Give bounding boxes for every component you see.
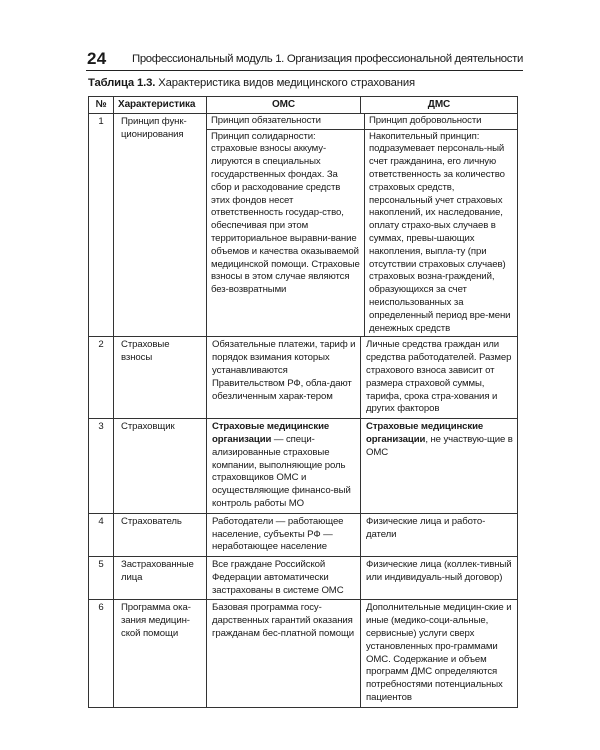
row-characteristic: Страхователь (114, 513, 207, 556)
row-omc-cell: Обязательные платежи, тариф и порядок взимания которых устанавливаются Правительством РФ, обла-дают обезличенным харак-тером (207, 337, 361, 419)
table-caption (88, 77, 415, 89)
table-row (89, 419, 518, 514)
table-row (89, 557, 518, 600)
row1-omc-b: Принцип солидарности: страховые взносы аккуму-лируются в специальных государственных фондах. За сбор и расходование средств этих фондов несет ответственность государ-ство, обеспечивая при этом территориальное выравни-вание объемов и качества оказываемой медицинской помощи. Страховые взносы в этом случае являются без-возвратными (207, 130, 365, 337)
header-omc: ОМС (207, 97, 361, 114)
row-dmc-cell: Физические лица (коллек-тивный или индивидуаль-ный договор) (361, 557, 518, 600)
insurance-comparison-table (88, 96, 518, 708)
row1-omc-a: Принцип обязательности (207, 114, 365, 129)
dmc-insurer-bold: Страховые медицинские организации (366, 421, 484, 445)
row-omc-cell: Базовая программа госу-дарственных гарантий оказания гражданам бес-платной помощи (207, 600, 361, 707)
row-omc-cell (207, 419, 361, 514)
row1-dmc-a: Принцип добровольности (369, 114, 482, 126)
omc-insurer-text: — специ-ализированные страховые компании, выполняющие роль страховщиков ОМС и осуществляющие финансо-вый контроль работы МО (212, 433, 351, 509)
table-caption-label: Таблица 1.3. (88, 77, 156, 89)
row-omc-cell: Все граждане Российской Федерации автоматически застрахованы в системе ОМС (207, 557, 361, 600)
table-row (89, 113, 518, 337)
row1-sub-row-b (207, 130, 517, 337)
row-number: 5 (89, 557, 114, 600)
row-dmc-cell: Дополнительные медицин-ские и иные (медико-соци-альные, сервисные) услуги сверх установленных про-граммами ОМС. Содержание и объем программ ДМС определяются потребностями потенциальных пациентов (361, 600, 518, 707)
row-number: 2 (89, 337, 114, 419)
header-characteristic: Характеристика (114, 97, 207, 114)
row-number: 1 (89, 113, 114, 337)
table-caption-text: Характеристика видов медицинского страхования (155, 77, 415, 89)
row1-dmc-b: Накопительный принцип: подразумевает персональ-ный счет гражданина, его личную ответственность за количество страховых средств, персональный учет страховых накоплений, их наследование, оплату страхо-вых случаев в суммах, превы-шающих накопления, выпла-ту (при отсутствии страховых случаев) страховых возна-граждений, образующихся за счет неиспользованных за определенный период вре-мени денежных средств (369, 130, 511, 334)
page-number: 24 (87, 49, 107, 68)
row1-principles (207, 113, 518, 337)
running-head: Профессиональный модуль 1. Организация профессиональной деятельности (131, 53, 523, 65)
omc-insurer-bold: Страховые медицинские организации (212, 421, 330, 445)
row-dmc-cell: Личные средства граждан или средства работодателей. Размер страхового взноса зависит от размера страховой суммы, тарифа, срока стра-хования и других факторов (361, 337, 518, 419)
table-row (89, 600, 518, 707)
row-number: 4 (89, 513, 114, 556)
row-dmc-cell: Физические лица и работо-датели (361, 513, 518, 556)
row-characteristic: Программа ока-зания медицин-ской помощи (114, 600, 207, 707)
row-characteristic: Застрахованные лица (114, 557, 207, 600)
dmc-insurer-text: , не участвую-щие в ОМС (366, 433, 513, 458)
table-header-row (89, 97, 518, 114)
table-row (89, 337, 518, 419)
row-characteristic: Страховые взносы (114, 337, 207, 419)
header-dmc: ДМС (361, 97, 518, 114)
row-characteristic: Принцип функ-ционирования (114, 113, 207, 337)
row-dmc-cell (361, 419, 518, 514)
row-number: 6 (89, 600, 114, 707)
row1-sub-row-a (207, 114, 517, 130)
table-row (89, 513, 518, 556)
row-number: 3 (89, 419, 114, 514)
page-header (86, 48, 523, 71)
header-num: № (89, 97, 114, 114)
row-omc-cell: Работодатели — работающее население, субъекты РФ — неработающее население (207, 513, 361, 556)
row-characteristic: Страховщик (114, 419, 207, 514)
